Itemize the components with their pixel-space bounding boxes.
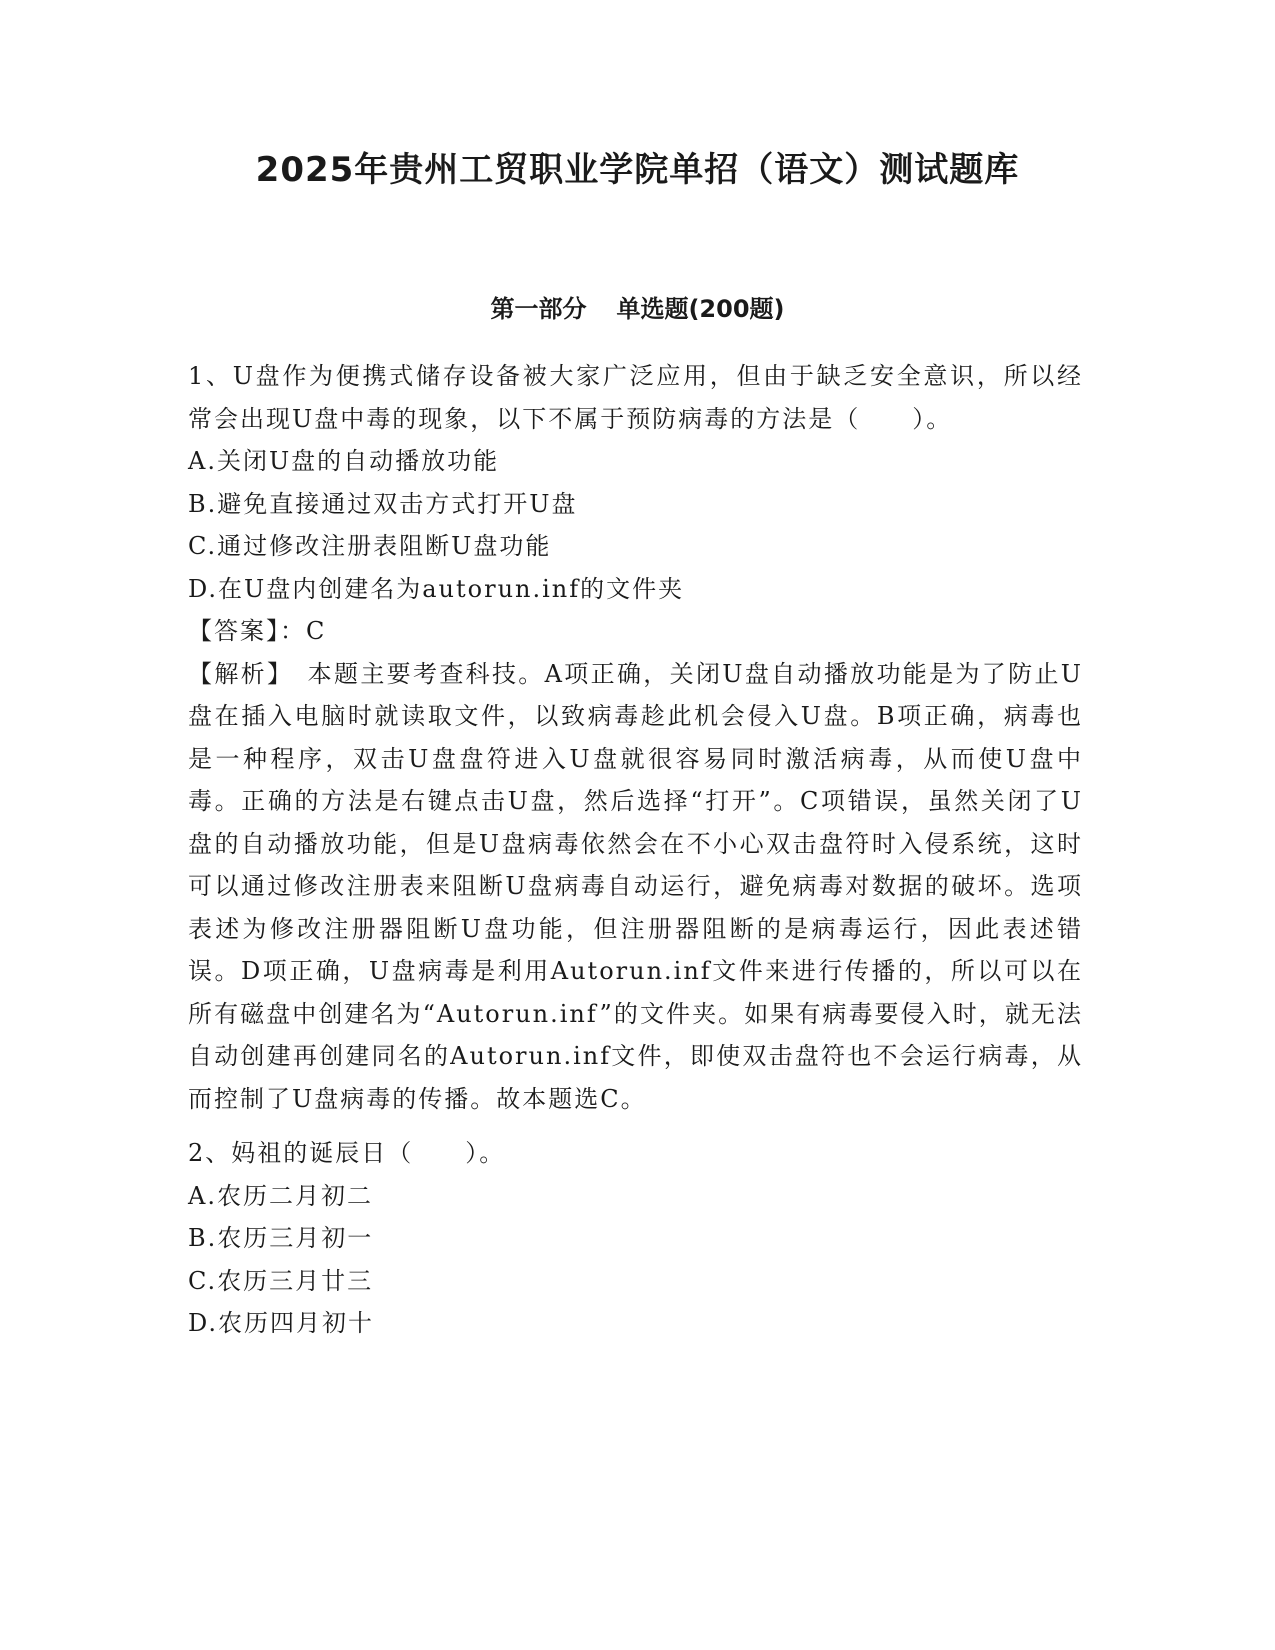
option-b: B.避免直接通过双击方式打开U盘 (188, 489, 578, 518)
question-1 (188, 355, 1083, 1120)
option-a: A.关闭U盘的自动播放功能 (188, 447, 500, 475)
answer-value: C (306, 617, 327, 645)
option-b: B.农历三月初一 (188, 1224, 374, 1252)
option-a: A.农历二月初二 (188, 1181, 373, 1210)
option-d: D.在U盘内创建名为autorun.inf的文件夹 (188, 574, 685, 603)
analysis-text: 本题主要考查科技。A项正确，关闭U盘自动播放功能是为了防止U盘在插入电脑时就读取文件，以致病毒趁此机会侵入U盘。B项正确，病毒也是一种程序，双击U盘盘符进入U盘就很容易同时激活病毒，从而使U盘中毒。正确的方法是右键点击U盘，然后选择“打开”。C项错误，虽然关闭了U盘的自动播放功能，但是U盘病毒依然会在不小心双击盘符时入侵系统，这时可以通过修改注册表来阻断U盘病毒自动运行，避免病毒对数据的破坏。选项表述为修改注册器阻断U盘功能，但注册器阻断的是病毒运行，因此表述错误。D项正确，U盘病毒是利用Autorun.inf文件来进行传播的，所以可以在所有磁盘中创建名为“Autorun.inf”的文件夹。如果有病毒要侵入时，就无法自动创建再创建同名的Autorun.inf文件，即使双击盘符也不会运行病毒，从而控制了U盘病毒的传播。故本题选C。 (188, 659, 1084, 1113)
section-name: 第一部分 (490, 295, 587, 323)
document-title: 2025年贵州工贸职业学院单招（语文）测试题库 (255, 150, 1020, 190)
answer-label: 【答案】： (188, 617, 306, 645)
question-stem: 2、妈祖的诞辰日（ ）。 (188, 1139, 506, 1167)
analysis-label: 【解析】 (188, 659, 282, 688)
option-c: C.通过修改注册表阻断U盘功能 (188, 532, 552, 560)
answer-line (188, 610, 1083, 653)
question-stem: 1、U盘作为便携式储存设备被大家广泛应用，但由于缺乏安全意识，所以经常会出现U盘中毒的现象，以下不属于预防病毒的方法是（ ）。 (188, 362, 1083, 433)
analysis-paragraph (188, 653, 1083, 1121)
section-subtitle: 单选题(200题) (616, 295, 785, 323)
question-2 (188, 1132, 1083, 1345)
option-c: C.农历三月廿三 (188, 1266, 374, 1295)
option-d: D.农历四月初十 (188, 1309, 375, 1337)
section-title (0, 292, 1275, 326)
question-list (188, 355, 1083, 1345)
